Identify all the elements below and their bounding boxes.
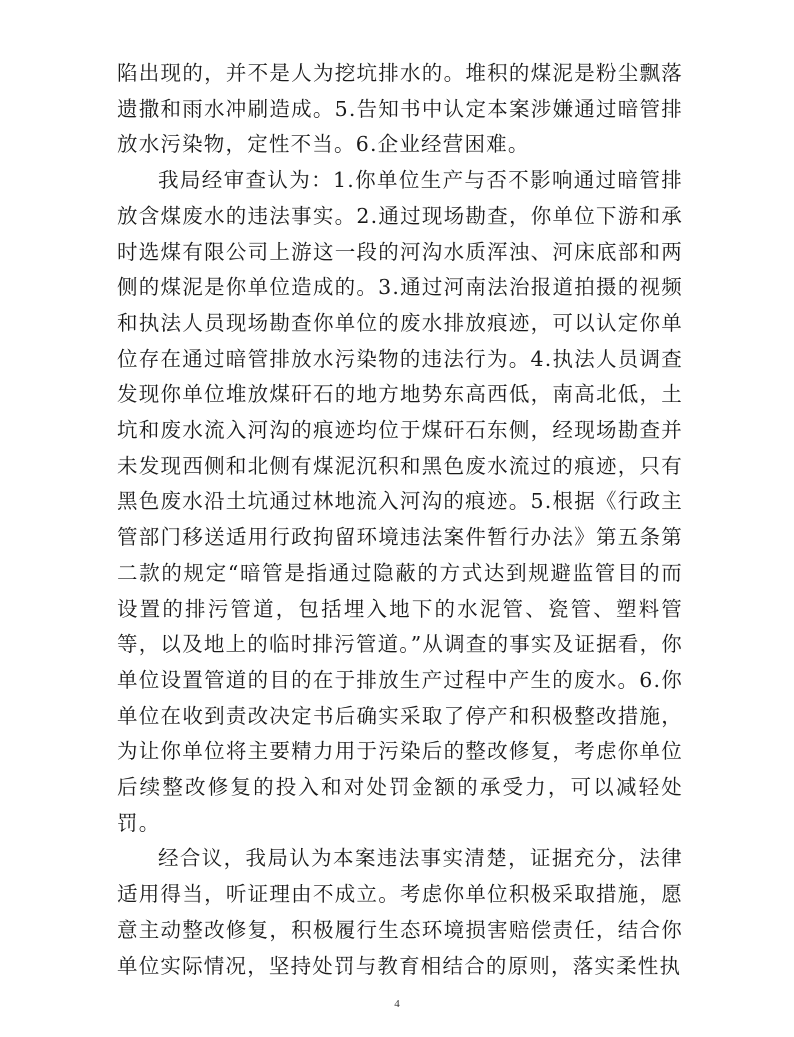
paragraph-continued: 陷出现的，并不是人为挖坑排水的。堆积的煤泥是粉尘飘落遗撒和雨水冲刷造成。5.告知书中认定本案涉嫌通过暗管排放水污染物，定性不当。6.企业经营困难。 xyxy=(117,61,683,157)
document-body xyxy=(117,56,683,984)
page-number: 4 xyxy=(394,998,400,1010)
paragraph-deliberation: 经合议，我局认为本案违法事实清楚，证据充分，法律适用得当，听证理由不成立。考虑你单位积极采取措施，愿意主动整改修复，积极履行生态环境损害赔偿责任，结合你单位实际情况，坚持处罚与教育相结合的原则，落实柔性执 xyxy=(117,846,683,978)
paragraph-review-findings: 我局经审查认为：1.你单位生产与否不影响通过暗管排放含煤废水的违法事实。2.通过现场勘查，你单位下游和承时选煤有限公司上游这一段的河沟水质浑浊、河床底部和两侧的煤泥是你单位造成的。3.通过河南法治报道拍摄的视频和执法人员现场勘查你单位的废水排放痕迹，可以认定你单位存在通过暗管排放水污染物的违法行为。4.执法人员调查发现你单位堆放煤矸石的地方地势东高西低，南高北低，土坑和废水流入河沟的痕迹均位于煤矸石东侧，经现场勘查并未发现西侧和北侧有煤泥沉积和黑色废水流过的痕迹，只有黑色废水沿土坑通过林地流入河沟的痕迹。5.根据《行政主管部门移送适用行政拘留环境违法案件暂行办法》第五条第二款的规定“暗管是指通过隐蔽的方式达到规避监管目的而设置的排污管道，包括埋入地下的水泥管、瓷管、塑料管等，以及地上的临时排污管道。”从调查的事实及证据看，你单位设置管道的目的在于排放生产过程中产生的废水。6.你单位在收到责改决定书后确实采取了停产和积极整改措施，为让你单位将主要精力用于污染后的整改修复，考虑你单位后续整改修复的投入和对处罚金额的承受力，可以减轻处罚。 xyxy=(117,168,683,835)
